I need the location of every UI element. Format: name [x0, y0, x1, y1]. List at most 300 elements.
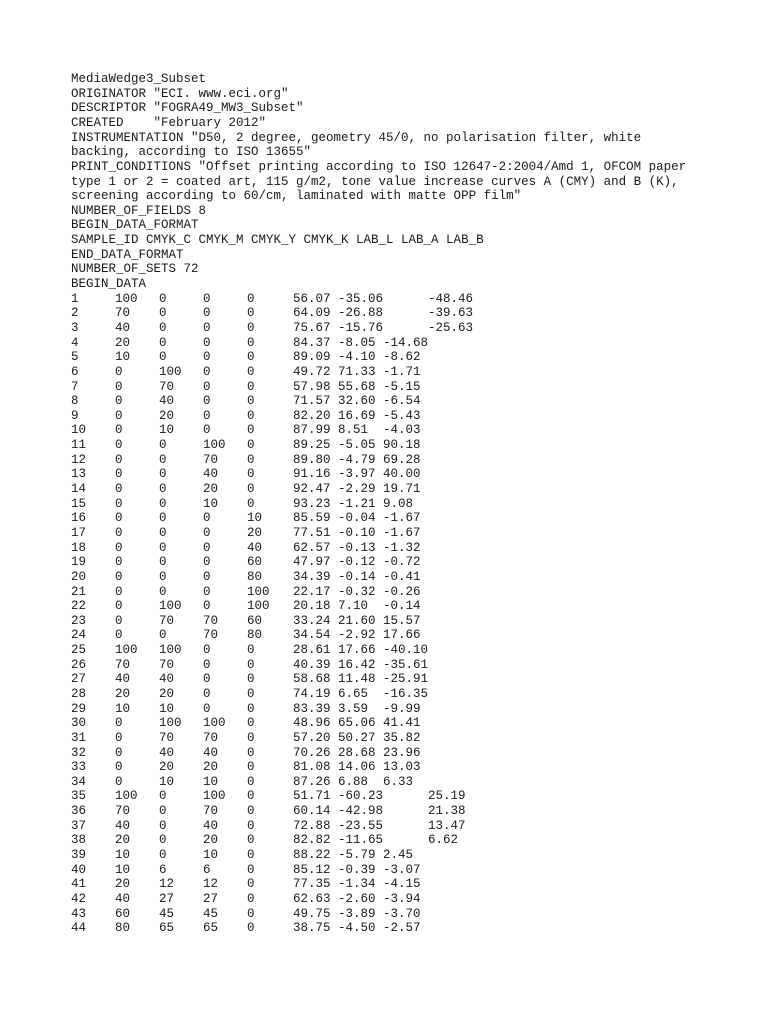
data-row: [71, 819, 711, 834]
data-row: [71, 453, 711, 468]
data-cell: 62.63 -2.60 -3.94: [293, 891, 421, 906]
data-cell: 31: [71, 730, 87, 745]
data-cell: 0: [159, 496, 167, 511]
data-row: [71, 658, 711, 673]
data-cell: 0: [203, 379, 211, 394]
data-row: [71, 877, 711, 892]
data-row: [71, 731, 711, 746]
data-cell: 0: [159, 350, 167, 365]
data-cell: 57.20 50.27 35.82: [293, 730, 421, 745]
data-cell: 100: [159, 599, 182, 614]
data-row: [71, 760, 711, 775]
data-cell: 41: [71, 877, 87, 892]
data-cell: 20: [203, 833, 219, 848]
data-cell: 39: [71, 848, 87, 863]
data-cell: 19: [71, 555, 87, 570]
number-of-sets-line: NUMBER_OF_SETS 72: [71, 262, 199, 277]
data-row: [71, 541, 711, 556]
data-cell: 34.54 -2.92 17.66: [293, 628, 421, 643]
data-row: [71, 746, 711, 761]
data-row: [71, 336, 711, 351]
data-cell: 0: [247, 774, 255, 789]
data-cell: 0: [247, 921, 255, 936]
data-cell: 40: [203, 745, 219, 760]
data-cell: 0: [115, 364, 123, 379]
data-cell: 0: [159, 438, 167, 453]
data-cell: 70: [203, 613, 219, 628]
data-cell: 87.26 6.88 6.33: [293, 774, 414, 789]
data-cell: 20: [115, 877, 131, 892]
data-cell: 12: [203, 877, 219, 892]
data-cell: 92.47 -2.29 19.71: [293, 482, 421, 497]
data-cell: 0: [115, 540, 123, 555]
data-cell: 0: [159, 628, 167, 643]
data-row: [71, 907, 711, 922]
data-row: [71, 423, 711, 438]
data-cell: 85.12 -0.39 -3.07: [293, 862, 421, 877]
fields-line: SAMPLE_ID CMYK_C CMYK_M CMYK_Y CMYK_K LAB_L LAB_A LAB_B: [71, 233, 484, 248]
data-cell: 9: [71, 408, 79, 423]
data-cell: 75.67 -15.76 -25.63: [293, 320, 474, 335]
data-cell: 48.96 65.06 41.41: [293, 716, 421, 731]
data-cell: 4: [71, 335, 79, 350]
data-cell: 0: [203, 335, 211, 350]
data-cell: 0: [203, 394, 211, 409]
data-row: [71, 394, 711, 409]
data-cell: 0: [203, 672, 211, 687]
data-cell: 0: [159, 482, 167, 497]
data-cell: 0: [203, 643, 211, 658]
data-cell: 0: [247, 906, 255, 921]
data-cell: 93.23 -1.21 9.08: [293, 496, 414, 511]
data-row: [71, 321, 711, 336]
data-cell: 36: [71, 804, 87, 819]
data-cell: 0: [203, 320, 211, 335]
data-cell: 27: [203, 891, 219, 906]
data-cell: 20: [115, 335, 131, 350]
data-row: [71, 409, 711, 424]
data-cell: 0: [159, 818, 167, 833]
number-of-fields-line: NUMBER_OF_FIELDS 8: [71, 203, 207, 218]
data-cell: 100: [203, 789, 226, 804]
data-cell: 45: [203, 906, 219, 921]
data-cell: 0: [247, 701, 255, 716]
data-cell: 0: [247, 496, 255, 511]
data-cell: 91.16 -3.97 40.00: [293, 467, 421, 482]
data-row: [71, 526, 711, 541]
data-row: [71, 599, 711, 614]
data-cell: 89.80 -4.79 69.28: [293, 452, 421, 467]
data-cell: 80: [247, 569, 263, 584]
data-cell: 0: [247, 657, 255, 672]
data-cell: 0: [247, 438, 255, 453]
data-cell: 0: [247, 394, 255, 409]
data-cell: 23: [71, 613, 87, 628]
data-cell: 20: [203, 482, 219, 497]
data-cell: 0: [159, 511, 167, 526]
data-cell: 83.39 3.59 -9.99: [293, 701, 421, 716]
data-cell: 30: [71, 716, 87, 731]
data-cell: 8: [71, 394, 79, 409]
data-cell: 25: [71, 643, 87, 658]
data-cell: 0: [203, 364, 211, 379]
data-cell: 0: [115, 760, 123, 775]
data-cell: 89.25 -5.05 90.18: [293, 438, 421, 453]
data-cell: 6: [71, 364, 79, 379]
data-row: [71, 380, 711, 395]
data-cell: 0: [247, 452, 255, 467]
data-cell: 0: [203, 599, 211, 614]
data-cell: 40: [115, 891, 131, 906]
data-cell: 34: [71, 774, 87, 789]
data-cell: 100: [203, 438, 226, 453]
data-cell: 88.22 -5.79 2.45: [293, 848, 414, 863]
data-cell: 0: [115, 423, 123, 438]
data-cell: 28: [71, 686, 87, 701]
data-cell: 0: [247, 306, 255, 321]
data-cell: 100: [115, 643, 138, 658]
data-row: [71, 438, 711, 453]
data-cell: 100: [159, 716, 182, 731]
data-row: [71, 497, 711, 512]
data-row: [71, 892, 711, 907]
data-cell: 80: [247, 628, 263, 643]
data-cell: 0: [159, 335, 167, 350]
data-cell: 62.57 -0.13 -1.32: [293, 540, 421, 555]
originator-line: ORIGINATOR "ECI. www.eci.org": [71, 86, 289, 101]
data-cell: 2: [71, 306, 79, 321]
data-cell: 0: [115, 584, 123, 599]
data-cell: 0: [115, 599, 123, 614]
data-cell: 0: [203, 423, 211, 438]
data-cell: 0: [115, 394, 123, 409]
data-cell: 56.07 -35.06 -48.46: [293, 291, 474, 306]
data-cell: 82.20 16.69 -5.43: [293, 408, 421, 423]
data-cell: 44: [71, 921, 87, 936]
data-cell: 0: [203, 291, 211, 306]
data-cell: 0: [203, 686, 211, 701]
data-cell: 0: [247, 643, 255, 658]
data-cell: 84.37 -8.05 -14.68: [293, 335, 429, 350]
descriptor-line: DESCRIPTOR "FOGRA49_MW3_Subset": [71, 101, 304, 116]
data-cell: 0: [203, 540, 211, 555]
data-row: [71, 555, 711, 570]
data-cell: 20: [159, 408, 175, 423]
data-cell: 32: [71, 745, 87, 760]
data-cell: 0: [203, 525, 211, 540]
data-cell: 40: [115, 672, 131, 687]
end-data-format-line: END_DATA_FORMAT: [71, 247, 184, 262]
data-cell: 20.18 7.10 -0.14: [293, 599, 421, 614]
created-line: CREATED "February 2012": [71, 115, 267, 130]
data-cell: 60.14 -42.98 21.38: [293, 804, 466, 819]
data-cell: 0: [247, 789, 255, 804]
data-cell: 70: [159, 657, 175, 672]
data-cell: 0: [247, 423, 255, 438]
data-cell: 15: [71, 496, 87, 511]
data-cell: 58.68 11.48 -25.91: [293, 672, 429, 687]
data-cell: 17: [71, 525, 87, 540]
data-cell: 0: [115, 452, 123, 467]
data-cell: 77.35 -1.34 -4.15: [293, 877, 421, 892]
document-text: [71, 72, 711, 936]
data-row: [71, 863, 711, 878]
data-cell: 0: [115, 408, 123, 423]
data-cell: 40: [115, 818, 131, 833]
data-cell: 10: [159, 423, 175, 438]
begin-data-line: BEGIN_DATA: [71, 277, 147, 292]
data-cell: 65: [159, 921, 175, 936]
data-cell: 37: [71, 818, 87, 833]
data-cell: 0: [203, 657, 211, 672]
data-cell: 64.09 -26.88 -39.63: [293, 306, 474, 321]
data-row: [71, 833, 711, 848]
data-cell: 0: [159, 804, 167, 819]
data-cell: 85.59 -0.04 -1.67: [293, 511, 421, 526]
data-cell: 47.97 -0.12 -0.72: [293, 555, 421, 570]
data-cell: 57.98 55.68 -5.15: [293, 379, 421, 394]
data-cell: 0: [159, 525, 167, 540]
data-cell: 43: [71, 906, 87, 921]
data-row: [71, 775, 711, 790]
data-cell: 21: [71, 584, 87, 599]
data-cell: 70: [115, 804, 131, 819]
data-row: [71, 848, 711, 863]
data-cell: 42: [71, 891, 87, 906]
data-cell: 0: [115, 511, 123, 526]
data-cell: 0: [247, 350, 255, 365]
data-cell: 0: [115, 774, 123, 789]
data-cell: 16: [71, 511, 87, 526]
data-cell: 10: [159, 774, 175, 789]
data-cell: 14: [71, 482, 87, 497]
data-cell: 20: [247, 525, 263, 540]
data-cell: 0: [247, 291, 255, 306]
data-cell: 33: [71, 760, 87, 775]
data-cell: 100: [159, 364, 182, 379]
data-cell: 0: [115, 482, 123, 497]
data-cell: 0: [115, 745, 123, 760]
data-cell: 3: [71, 320, 79, 335]
data-cell: 0: [115, 496, 123, 511]
data-row: [71, 365, 711, 380]
data-cell: 20: [159, 686, 175, 701]
data-cell: 0: [247, 716, 255, 731]
data-cell: 70: [159, 730, 175, 745]
data-row: [71, 628, 711, 643]
data-cell: 87.99 8.51 -4.03: [293, 423, 421, 438]
data-cell: 27: [71, 672, 87, 687]
data-cell: 81.08 14.06 13.03: [293, 760, 421, 775]
data-cell: 0: [247, 335, 255, 350]
data-cell: 0: [159, 452, 167, 467]
data-cell: 0: [247, 408, 255, 423]
data-cell: 65: [203, 921, 219, 936]
data-row: [71, 511, 711, 526]
data-cell: 70.26 28.68 23.96: [293, 745, 421, 760]
data-cell: 0: [115, 730, 123, 745]
data-cell: 0: [247, 891, 255, 906]
data-row: [71, 350, 711, 365]
document-title: MediaWedge3_Subset: [71, 72, 207, 86]
data-cell: 0: [115, 628, 123, 643]
data-row: [71, 672, 711, 687]
data-row: [71, 643, 711, 658]
data-cell: 10: [159, 701, 175, 716]
data-cell: 20: [115, 833, 131, 848]
data-cell: 70: [115, 657, 131, 672]
data-cell: 0: [203, 511, 211, 526]
data-cell: 0: [247, 467, 255, 482]
data-cell: 0: [203, 555, 211, 570]
data-cell: 0: [247, 818, 255, 833]
data-table: [71, 292, 711, 936]
data-cell: 0: [115, 569, 123, 584]
data-cell: 12: [71, 452, 87, 467]
data-cell: 0: [247, 804, 255, 819]
data-cell: 0: [115, 379, 123, 394]
data-row: [71, 467, 711, 482]
data-cell: 38.75 -4.50 -2.57: [293, 921, 421, 936]
data-cell: 40: [159, 745, 175, 760]
data-cell: 0: [159, 320, 167, 335]
data-cell: 0: [203, 408, 211, 423]
data-cell: 51.71 -60.23 25.19: [293, 789, 466, 804]
data-row: [71, 306, 711, 321]
data-cell: 33.24 21.60 15.57: [293, 613, 421, 628]
data-cell: 40: [203, 818, 219, 833]
data-cell: 10: [203, 774, 219, 789]
data-cell: 49.72 71.33 -1.71: [293, 364, 421, 379]
data-cell: 35: [71, 789, 87, 804]
data-cell: 100: [247, 584, 270, 599]
data-cell: 0: [247, 364, 255, 379]
data-cell: 6: [159, 862, 167, 877]
data-cell: 28.61 17.66 -40.10: [293, 643, 429, 658]
data-cell: 0: [247, 730, 255, 745]
data-cell: 38: [71, 833, 87, 848]
data-cell: 0: [159, 291, 167, 306]
data-cell: 60: [247, 613, 263, 628]
data-cell: 20: [71, 569, 87, 584]
data-cell: 77.51 -0.10 -1.67: [293, 525, 421, 540]
data-cell: 100: [203, 716, 226, 731]
data-cell: 0: [203, 350, 211, 365]
data-cell: 0: [159, 584, 167, 599]
data-row: [71, 804, 711, 819]
data-cell: 0: [203, 701, 211, 716]
data-cell: 5: [71, 350, 79, 365]
data-cell: 20: [203, 760, 219, 775]
print-conditions-line: PRINT_CONDITIONS "Offset printing according to ISO 12647-2:2004/Amd 1, OFCOM paper type 1 or 2 = coated art, 115 g/m2, tone value increase curves A (CMY) and B (K), screening according to 60/cm, laminated with matte OPP film": [71, 159, 694, 204]
data-cell: 40: [159, 394, 175, 409]
data-cell: 13: [71, 467, 87, 482]
data-row: [71, 921, 711, 936]
data-cell: 20: [159, 760, 175, 775]
data-cell: 74.19 6.65 -16.35: [293, 686, 429, 701]
data-cell: 40: [159, 672, 175, 687]
data-row: [71, 570, 711, 585]
data-cell: 10: [115, 862, 131, 877]
data-cell: 0: [247, 833, 255, 848]
data-cell: 10: [115, 701, 131, 716]
data-row: [71, 789, 711, 804]
data-cell: 18: [71, 540, 87, 555]
data-row: [71, 614, 711, 629]
data-cell: 0: [247, 379, 255, 394]
data-cell: 0: [115, 438, 123, 453]
data-cell: 0: [115, 555, 123, 570]
data-cell: 100: [115, 789, 138, 804]
data-cell: 70: [203, 628, 219, 643]
data-cell: 0: [203, 569, 211, 584]
data-cell: 10: [247, 511, 263, 526]
data-cell: 12: [159, 877, 175, 892]
data-cell: 0: [247, 745, 255, 760]
data-cell: 0: [115, 613, 123, 628]
data-cell: 72.88 -23.55 13.47: [293, 818, 466, 833]
data-cell: 0: [159, 467, 167, 482]
data-cell: 22.17 -0.32 -0.26: [293, 584, 421, 599]
data-cell: 100: [159, 643, 182, 658]
data-cell: 40: [71, 862, 87, 877]
data-cell: 0: [159, 789, 167, 804]
data-cell: 71.57 32.60 -6.54: [293, 394, 421, 409]
data-cell: 0: [247, 760, 255, 775]
data-cell: 70: [203, 730, 219, 745]
data-cell: 70: [159, 379, 175, 394]
data-cell: 6: [203, 862, 211, 877]
data-cell: 0: [115, 525, 123, 540]
data-cell: 80: [115, 921, 131, 936]
data-row: [71, 687, 711, 702]
begin-data-format-line: BEGIN_DATA_FORMAT: [71, 218, 199, 233]
data-cell: 0: [247, 482, 255, 497]
data-cell: 60: [115, 906, 131, 921]
data-cell: 10: [203, 496, 219, 511]
data-cell: 40: [115, 320, 131, 335]
data-cell: 0: [159, 555, 167, 570]
data-cell: 0: [203, 584, 211, 599]
data-row: [71, 482, 711, 497]
data-cell: 0: [247, 686, 255, 701]
data-cell: 49.75 -3.89 -3.70: [293, 906, 421, 921]
data-cell: 45: [159, 906, 175, 921]
data-cell: 0: [159, 569, 167, 584]
data-cell: 0: [159, 306, 167, 321]
data-cell: 20: [115, 686, 131, 701]
data-cell: 24: [71, 628, 87, 643]
data-cell: 10: [203, 848, 219, 863]
data-row: [71, 292, 711, 307]
data-cell: 0: [247, 848, 255, 863]
data-cell: 0: [247, 320, 255, 335]
data-cell: 100: [247, 599, 270, 614]
data-cell: 70: [203, 452, 219, 467]
data-cell: 40: [247, 540, 263, 555]
data-cell: 0: [159, 848, 167, 863]
data-cell: 40: [203, 467, 219, 482]
data-cell: 70: [203, 804, 219, 819]
data-cell: 11: [71, 438, 87, 453]
data-cell: 0: [203, 306, 211, 321]
data-row: [71, 585, 711, 600]
data-row: [71, 702, 711, 717]
data-cell: 0: [247, 877, 255, 892]
data-cell: 70: [159, 613, 175, 628]
data-cell: 26: [71, 657, 87, 672]
data-cell: 0: [247, 672, 255, 687]
